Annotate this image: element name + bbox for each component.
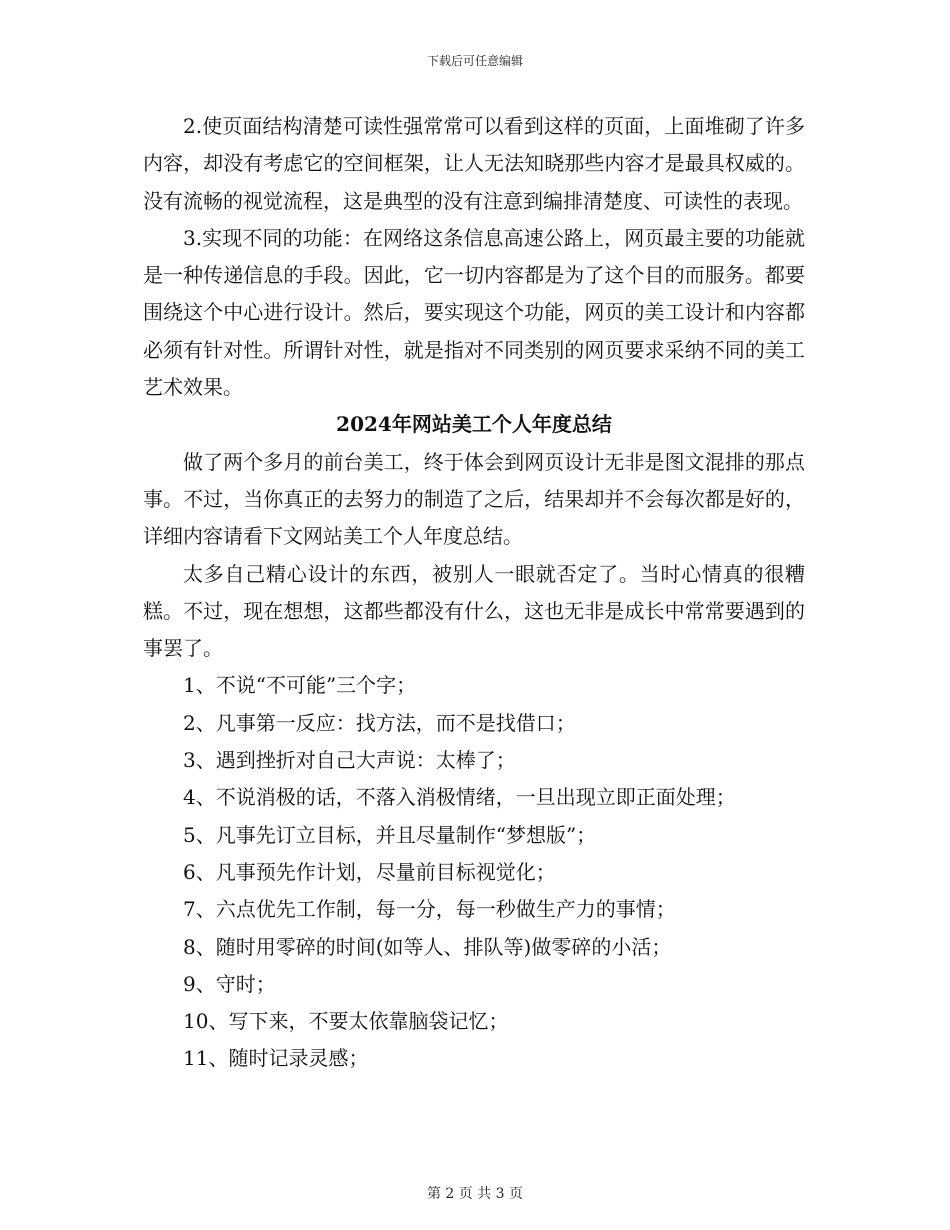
paragraph-feelings: 太多自己精心设计的东西，被别人一眼就否定了。当时心情真的很糟糕。不过，现在想想，这都些都没有什么，这也无非是成长中常常要遇到的事罢了。 <box>143 561 805 661</box>
page-header: 下载后可任意编辑 <box>426 54 523 68</box>
list-item: 2、凡事第一反应：找方法，而不是找借口； <box>183 710 576 735</box>
list-item: 9、守时； <box>183 971 276 996</box>
list-item: 10、写下来，不要太依靠脑袋记忆； <box>183 1009 509 1034</box>
list-item: 5、凡事先订立目标，并且尽量制作“梦想版”； <box>183 822 597 847</box>
list-item: 6、凡事预先作计划，尽量前目标视觉化； <box>183 859 556 884</box>
document-body <box>143 108 805 1078</box>
list-item: 4、不说消极的话，不落入消极情绪，一旦出现立即正面处理； <box>183 785 736 810</box>
paragraph-functions: 3.实现不同的功能：在网络这条信息高速公路上，网页最主要的功能就是一种传递信息的手段。因此，它一切内容都是为了这个目的而服务。都要围绕这个中心进行设计。然后，要实现这个功能，网页的美工设计和内容都必须有针对性。所谓针对性，就是指对不同类别的网页要求采纳不同的美工艺术效果。 <box>143 225 805 400</box>
list-item: 8、随时用零碎的时间(如等人、排队等)做零碎的小活； <box>183 934 672 959</box>
paragraph-readability: 2.使页面结构清楚可读性强常常可以看到这样的页面，上面堆砌了许多内容，却没有考虑它的空间框架，让人无法知晓那些内容才是最具权威的。没有流畅的视觉流程，这是典型的没有注意到编排清楚度、可读性的表现。 <box>143 114 805 213</box>
list-item: 11、随时记录灵感； <box>183 1046 369 1071</box>
page-footer: 第 2 页 共 3 页 <box>426 1186 524 1202</box>
section-title: 2024年网站美工个人年度总结 <box>336 412 612 437</box>
list-item: 7、六点优先工作制，每一分，每一秒做生产力的事情； <box>183 897 676 922</box>
list-item: 3、遇到挫折对自己大声说：太棒了； <box>183 748 516 773</box>
list-item: 1、不说“不可能”三个字； <box>183 673 417 698</box>
paragraph-intro: 做了两个多月的前台美工，终于体会到网页设计无非是图文混排的那点事。不过，当你真正的去努力的制造了之后，结果却并不会每次都是好的，详细内容请看下文网站美工个人年度总结。 <box>143 449 805 549</box>
